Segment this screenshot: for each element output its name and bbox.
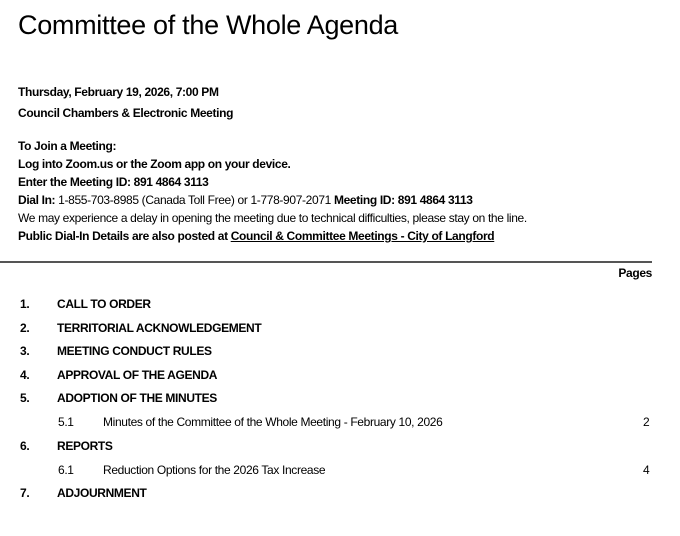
delay-notice: We may experience a delay in opening the meeting due to technical difficulties, please stay on the line. <box>18 211 527 225</box>
agenda-item-label: APPROVAL OF THE AGENDA <box>57 368 218 382</box>
agenda-subitem-6-1 <box>0 462 680 480</box>
meeting-id-line: Enter the Meeting ID: 891 4864 3113 <box>18 175 209 189</box>
agenda-subitem-link[interactable]: Reduction Options for the 2026 Tax Increase <box>103 463 326 477</box>
agenda-subitem-number: 5.1 <box>58 415 74 429</box>
agenda-item-label: CALL TO ORDER <box>57 297 151 311</box>
meeting-location: Council Chambers & Electronic Meeting <box>18 106 234 120</box>
agenda-item-4 <box>0 367 680 385</box>
dial-in-numbers: 1-855-703-8985 (Canada Toll Free) or 1-778-907-2071 <box>55 193 334 207</box>
agenda-item-label: MEETING CONDUCT RULES <box>57 344 212 358</box>
agenda-item-5 <box>0 390 680 408</box>
public-details-line <box>18 228 494 244</box>
agenda-subitem-number: 6.1 <box>58 463 74 477</box>
agenda-item-number: 7. <box>20 486 30 500</box>
agenda-item-2 <box>0 320 680 338</box>
page-number: 2 <box>643 415 650 429</box>
agenda-item-number: 3. <box>20 344 30 358</box>
dial-in-line <box>18 192 473 208</box>
dial-in-label: Dial In: <box>18 193 56 207</box>
public-details-prefix: Public Dial-In Details are also posted at <box>18 229 231 243</box>
agenda-item-number: 4. <box>20 368 30 382</box>
document-title: Committee of the Whole Agenda <box>18 10 399 40</box>
agenda-item-3 <box>0 343 680 361</box>
dial-in-meeting-id: Meeting ID: 891 4864 3113 <box>333 193 473 207</box>
join-instruction: Log into Zoom.us or the Zoom app on your device. <box>18 157 291 171</box>
section-divider <box>0 261 652 263</box>
council-meetings-link[interactable]: Council & Committee Meetings - City of Langford <box>230 229 495 243</box>
agenda-item-number: 2. <box>20 321 30 335</box>
agenda-subitem-5-1 <box>0 414 680 432</box>
pages-column-header: Pages <box>618 266 652 280</box>
join-heading: To Join a Meeting: <box>18 139 117 153</box>
agenda-item-label: REPORTS <box>57 439 113 453</box>
agenda-item-label: TERRITORIAL ACKNOWLEDGEMENT <box>57 321 262 335</box>
agenda-item-6 <box>0 438 680 456</box>
meeting-datetime: Thursday, February 19, 2026, 7:00 PM <box>18 85 219 99</box>
page-number: 4 <box>643 463 650 477</box>
agenda-item-label: ADOPTION OF THE MINUTES <box>57 391 217 405</box>
agenda-item-number: 6. <box>20 439 30 453</box>
agenda-item-label: ADJOURNMENT <box>57 486 147 500</box>
agenda-item-1 <box>0 296 680 314</box>
agenda-item-number: 5. <box>20 391 30 405</box>
agenda-item-number: 1. <box>20 297 30 311</box>
agenda-item-7 <box>0 485 680 503</box>
agenda-subitem-link[interactable]: Minutes of the Committee of the Whole Meeting - February 10, 2026 <box>103 415 443 429</box>
